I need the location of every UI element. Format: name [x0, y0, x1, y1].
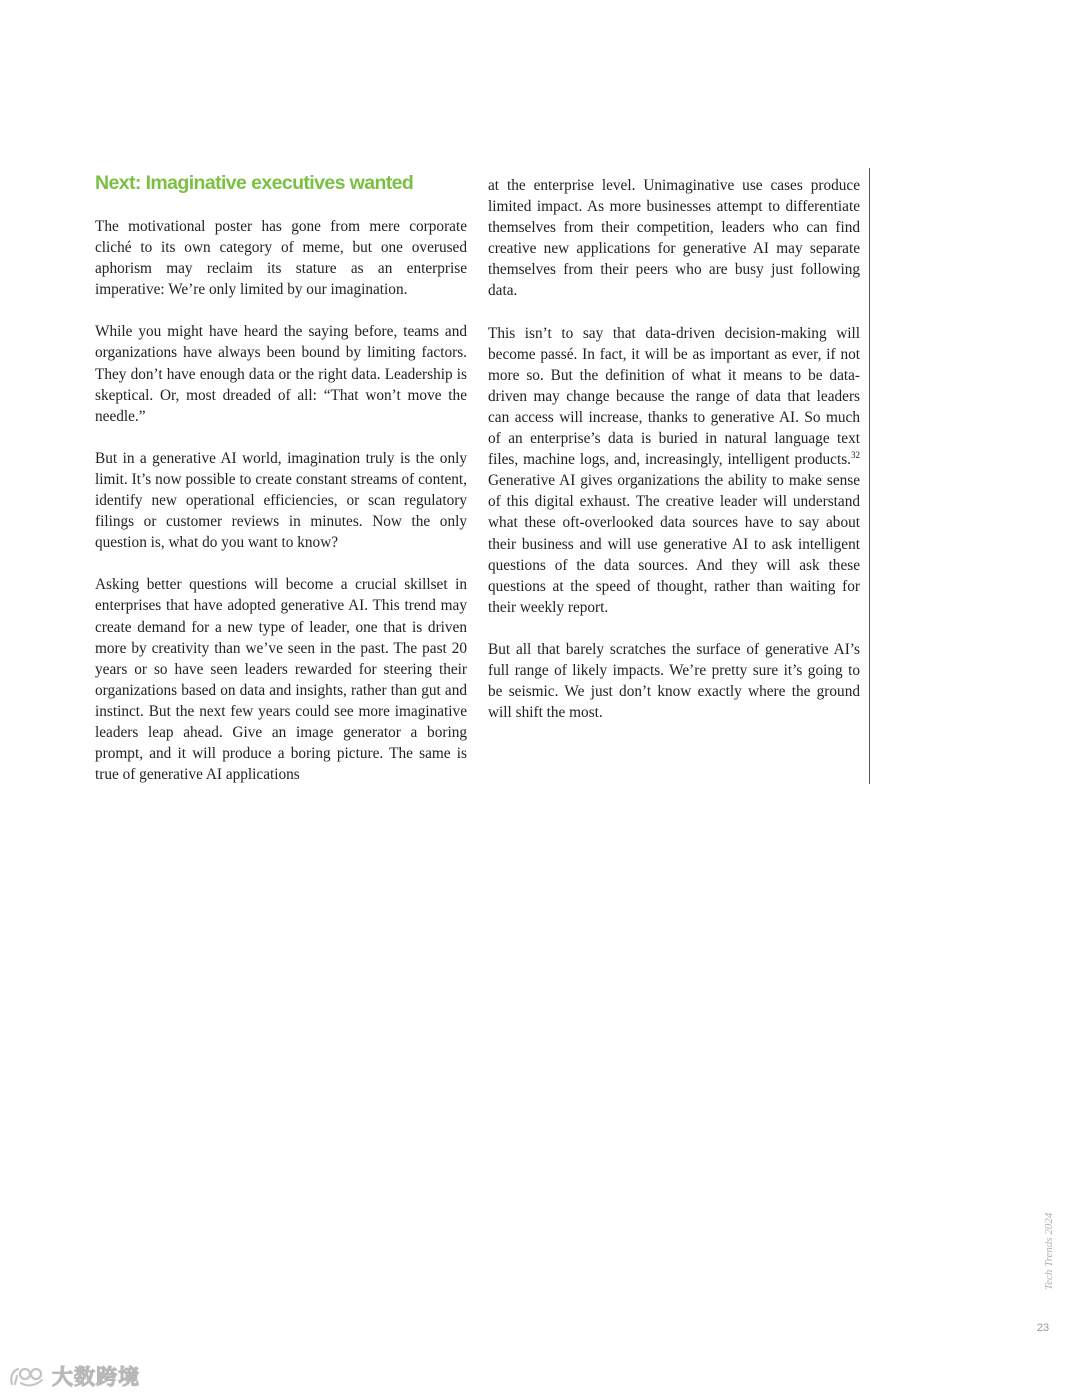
running-title: Tech Trends 2024 [1043, 1212, 1055, 1290]
paragraph: at the enterprise level. Unimaginative use cases produce limited impact. As more businesses attempt to differentiate themselves from their competition, leaders who can find creative new applications for generative AI may separate themselves from their peers who are busy just following data. [488, 177, 860, 300]
footnote-marker[interactable]: 32 [851, 450, 860, 461]
section-heading: Next: Imaginative executives wanted [95, 172, 414, 194]
paragraph: The motivational poster has gone from mere corporate cliché to its own category of meme, but one overused aphorism may reclaim its stature as an enterprise imperative: We’re only limited by our imagination. [95, 218, 467, 299]
right-column [488, 170, 860, 744]
paragraph: But in a generative AI world, imagination truly is the only limit. It’s now possible to create constant streams of content, identify new operational efficiencies, or scan regulatory filings or customer reviews in minutes. Now the only question is, what do you want to know? [95, 449, 467, 552]
page-number: 23 [1036, 1322, 1050, 1334]
paragraph-with-footnote [488, 323, 860, 618]
left-column [95, 170, 467, 806]
paragraph: While you might have heard the saying before, teams and organizations have always been bound by limiting factors. They don’t have enough data or the right data. Leadership is skeptical. Or, most dreaded of all: “That won’t move the needle.” [95, 323, 467, 425]
paragraph-text: Generative AI gives organizations the ability to make sense of this digital exhaust. The creative leader will understand what these oft-overlooked data sources have to say about their business and will use generative AI to ask intelligent questions of the data sources. And they will ask these questions at the speed of thought, rather than waiting for their weekly report. [488, 472, 860, 616]
paragraph: Asking better questions will become a crucial skillset in enterprises that have adopted generative AI. This trend may create demand for a new type of leader, one that is driven more by creativity than we’ve seen in the past. The past 20 years or so have seen leaders rewarded for steering their organizations based on data and insights, rather than gut and instinct. But the next few years could see more imaginative leaders leap ahead. Give an image generator a boring prompt, and it will produce a boring picture. The same is true of generative AI applications [95, 576, 467, 784]
watermark-logo-icon [8, 1364, 50, 1388]
watermark-text: 大数跨境 [52, 1365, 140, 1389]
column-divider-rule [869, 168, 870, 784]
paragraph: But all that barely scratches the surface of generative AI’s full range of likely impacts. We’re pretty sure it’s going to be seismic. We just don’t know exactly where the ground will shift the most. [488, 640, 860, 722]
watermark [8, 1362, 140, 1390]
paragraph-text: This isn’t to say that data-driven decision-making will become passé. In fact, it will be as important as ever, if not more so. But the definition of what it means to be data-driven may change because the range of data that leaders can access will increase, thanks to generative AI. So much of an enterprise’s data is buried in natural language text files, machine logs, and, increasingly, intelligent products. [488, 324, 860, 469]
